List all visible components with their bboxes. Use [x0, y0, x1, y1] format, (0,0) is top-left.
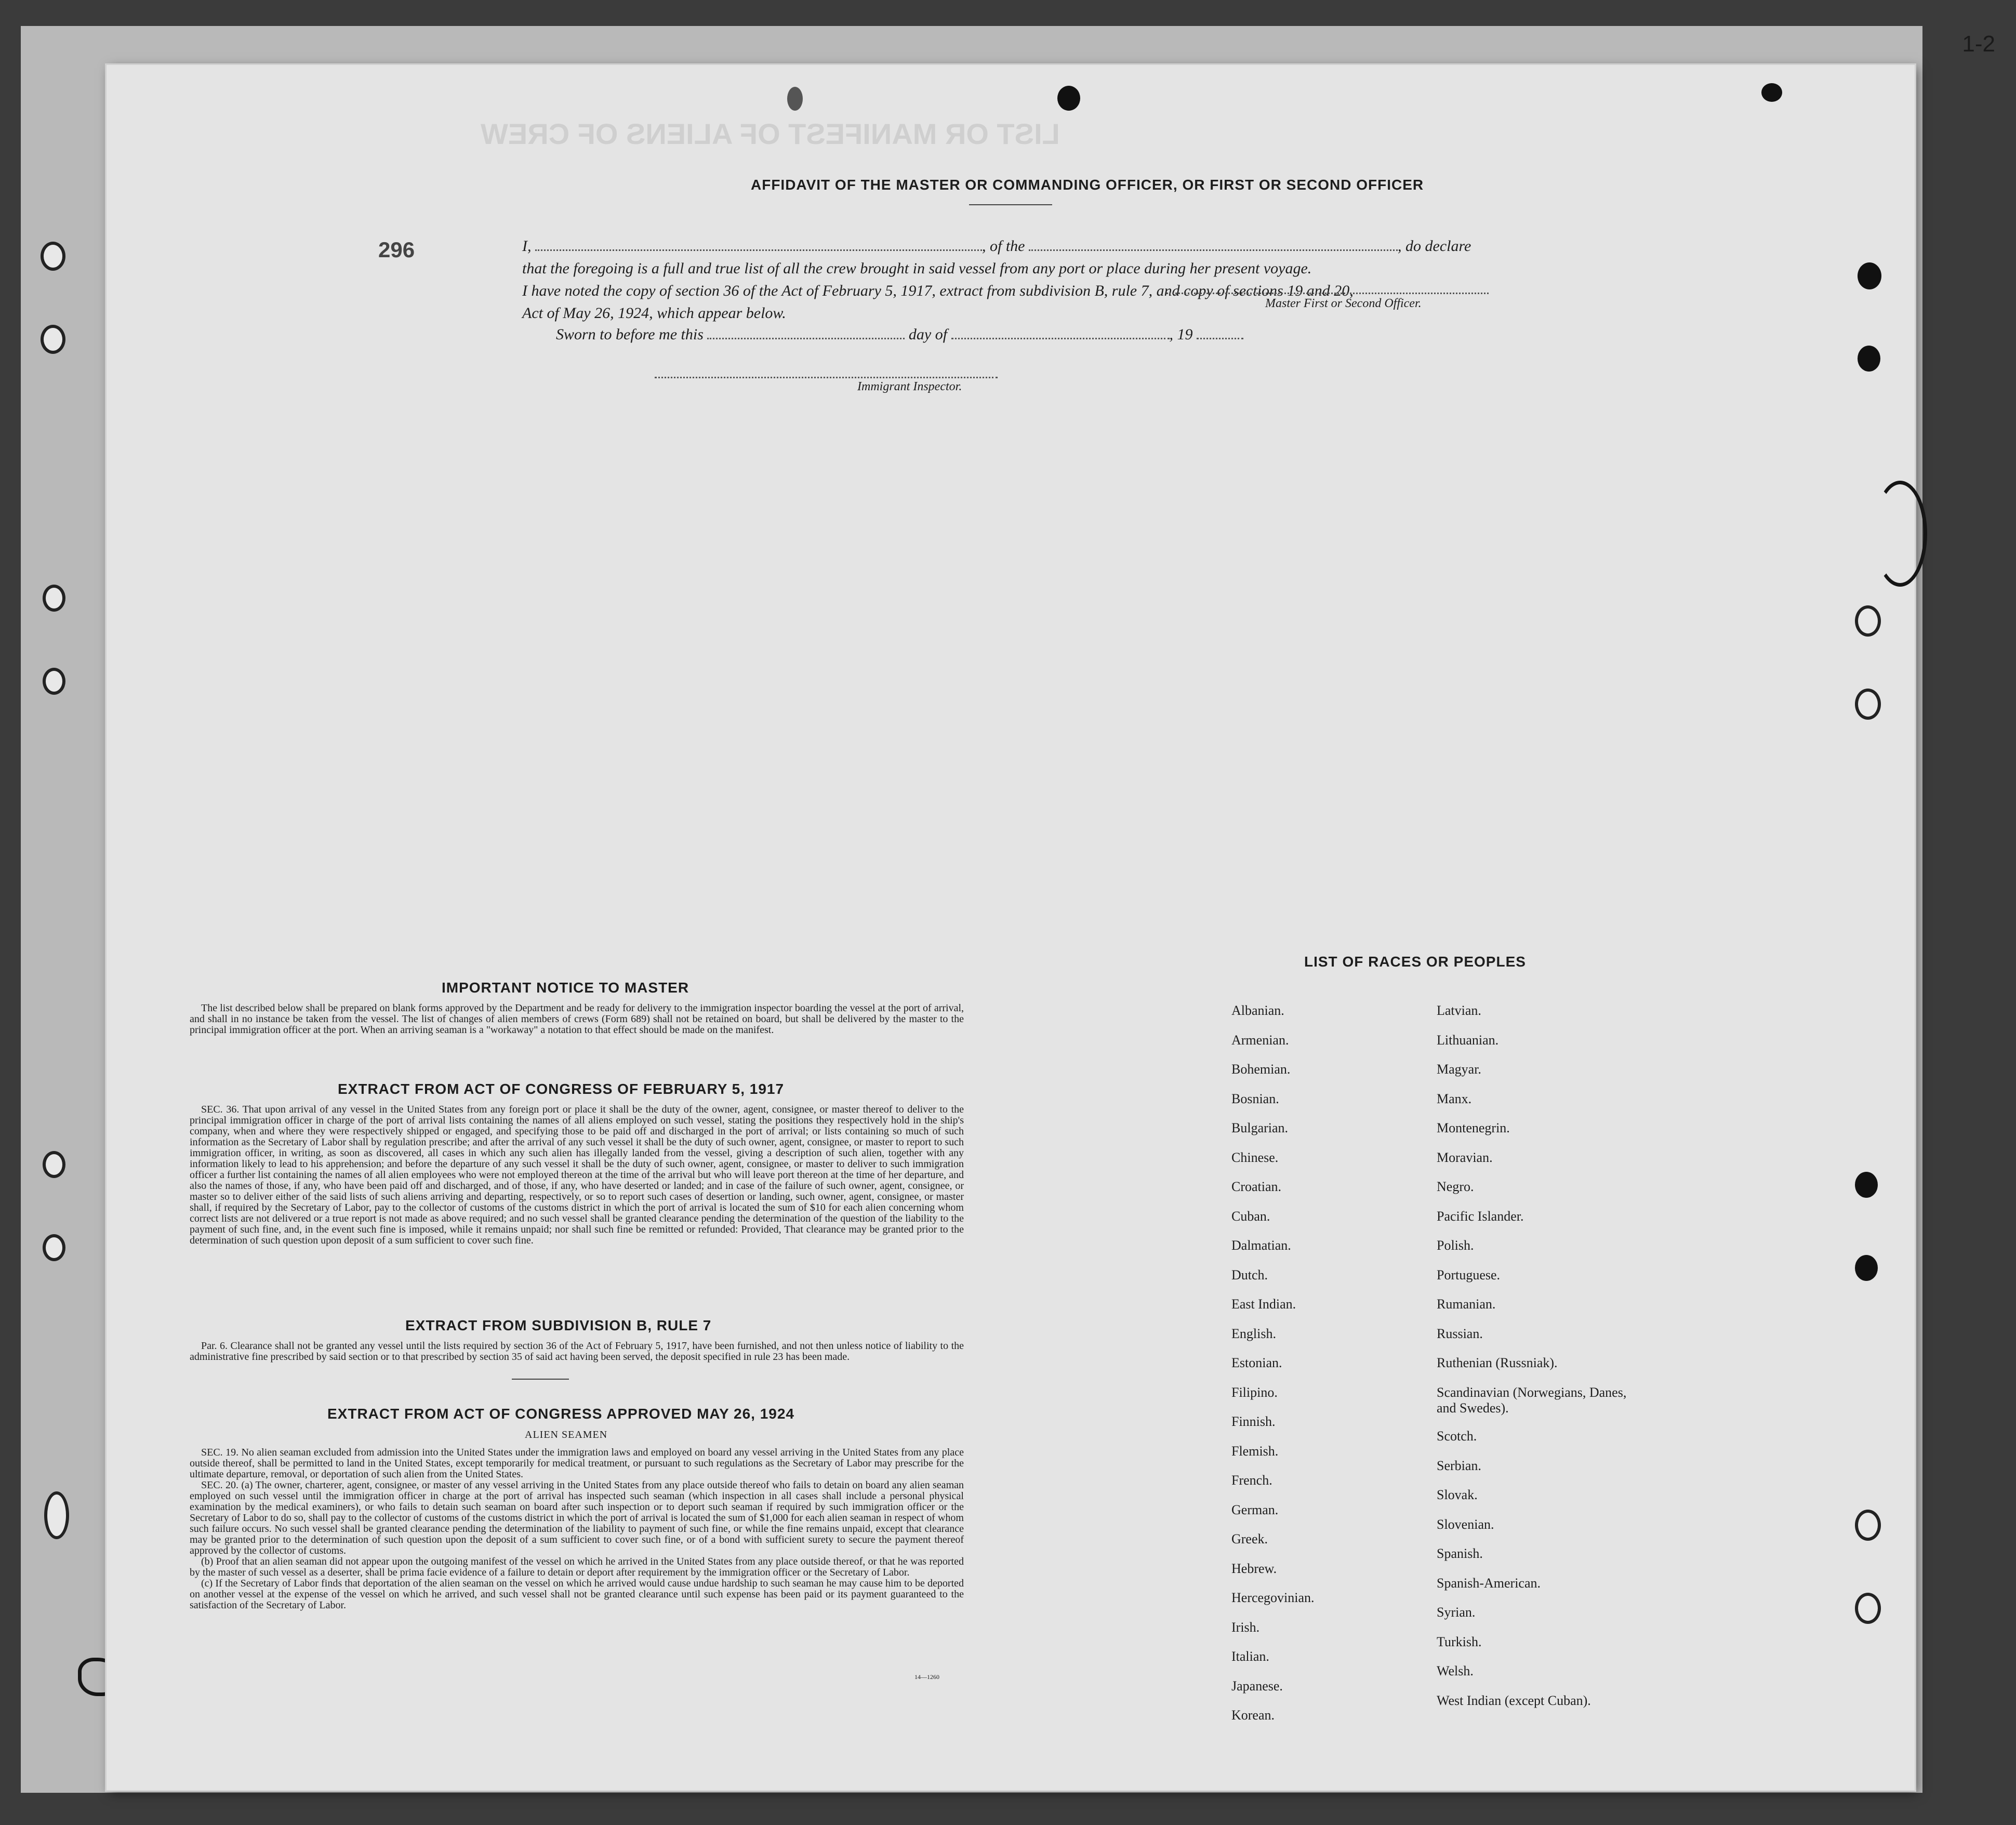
race-item: Turkish. — [1437, 1634, 1482, 1649]
form-number: 14—1260 — [914, 1673, 939, 1681]
affidavit-line-2: that the foregoing is a full and true list of all the crew brought in said vessel from any port or place during her present voyage. — [522, 260, 1312, 277]
bleed-through-heading: LIST OR MANIFEST OF ALIENS OF CREW — [481, 117, 1060, 150]
rule7-paragraph: Par. 6. Clearance shall not be granted any vessel until the lists required by section 36 of the Act of February 5, 1917, have been furnished, and not then unless notice of liability to the administrative fine prescribed by said section or to that prescribed by section 35 of said act having been served, the deposit specified in rule 23 has been made. — [190, 1340, 964, 1363]
pencil-mark — [1873, 481, 1927, 587]
notice-paragraph: The list described below shall be prepared on blank forms approved by the Department and be ready for delivery to the immigration inspector boarding the vessel at the port of arrival, and shall in no instance be taken from the vessel. The list of changes of alien members of crews (Form 689) shall not be retained on board, but shall be delivered by the master to the principal immigration officer at the port. When an arriving seaman is a "workaway" a notation to that effect should be made on the manifest. — [190, 1002, 964, 1036]
race-item: German. — [1231, 1502, 1279, 1517]
sworn-month-blank[interactable] — [951, 326, 1170, 339]
punch-hole — [1855, 689, 1881, 720]
binding-hole — [44, 1491, 69, 1539]
race-item: Manx. — [1437, 1091, 1472, 1106]
race-item: Italian. — [1231, 1649, 1269, 1664]
alien-seamen-subheading: ALIEN SEAMEN — [525, 1429, 608, 1440]
race-item: Hebrew. — [1231, 1560, 1277, 1576]
race-item: Negro. — [1437, 1179, 1474, 1194]
race-item: Estonian. — [1231, 1355, 1282, 1370]
race-item: French. — [1231, 1473, 1272, 1488]
binding-hole — [41, 242, 65, 271]
race-item: Magyar. — [1437, 1062, 1481, 1077]
race-item: Hercegovinian. — [1231, 1590, 1315, 1605]
sec36-paragraph: SEC. 36. That upon arrival of any vessel in the United States from any foreign port or place it shall be the duty of the owner, agent, consignee, or master thereof to deliver to the principal immigration officer in charge of the port of arrival lists containing the names of all aliens employed on such vessel, stating the positions they respectively hold in the ship's company, when and where they were respectively shipped or engaged, and specifying those to be paid off and discharged in the port of arrival; or lists containing so much of such information as the Secretary of Labor shall by regulation prescribe; and after the arrival of any such vessel it shall be the duty of such owner, agent, consignee, or master to report to such immigration officer, in writing, as soon as discovered, all cases in which any such alien has illegally landed from the vessel, giving a description of such alien, together with any information likely to lead to his apprehension; and before the departure of any such vessel it shall be the duty of such owner, agent, consignee, or master to deliver to such immigration officer a further list containing the names of all alien employees who were not employed thereon at the time of the arrival but who will leave port thereon at the time of her departure, and also the names of those, if any, who have been paid off and discharged, and of those, if any, who have deserted or landed; and in case of the failure of such owner, agent, consignee, or master so to deliver either of the said lists of such aliens arriving and departing, respectively, or so to report such cases of desertion or landing, such owner, agent, consignee, or master shall, if required by the Secretary of Labor, pay to the collector of customs of the customs district in which the port of arrival is located the sum of $10 for each alien concerning whom correct lists are not delivered or a true report is not made as above required; and no such vessel shall be granted clearance pending the determination of the question of the liability to the payment of such fine, and, in the event such fine is imposed, while it remains unpaid; nor shall such fine be remitted or refunded: Provided, That clearance may be granted prior to the determination of such question upon deposit of a sum sufficient to cover such fine. — [190, 1104, 964, 1246]
sworn-year-blank[interactable] — [1197, 326, 1243, 339]
race-item: Korean. — [1231, 1708, 1275, 1723]
punch-hole — [1057, 86, 1080, 111]
punch-hole — [1761, 83, 1782, 102]
extract-1917-heading: EXTRACT FROM ACT OF CONGRESS OF FEBRUARY 5, 1917 — [338, 1081, 785, 1097]
race-item: Albanian. — [1231, 1003, 1284, 1018]
race-item: Rumanian. — [1437, 1297, 1496, 1312]
sec20b-paragraph: (b) Proof that an alien seaman did not appear upon the outgoing manifest of the vessel on which he arrived in the United States from any place outside thereof, or that he was reported by the master of such vessel as a deserter, shall be prima facie evidence of a failure to detain or deport after requirement by the immigration officer or the Secretary of Labor. — [190, 1556, 964, 1578]
race-item: Bulgarian. — [1231, 1120, 1289, 1135]
rule7-rule — [512, 1379, 569, 1380]
punch-hole — [1855, 1255, 1878, 1281]
punch-hole — [1855, 1593, 1881, 1624]
race-item: Pacific Islander. — [1437, 1208, 1524, 1224]
race-item: Greek. — [1231, 1531, 1268, 1546]
inspector-signature-label: Immigrant Inspector. — [857, 380, 962, 393]
name-blank[interactable] — [535, 238, 982, 251]
vessel-blank[interactable] — [1029, 238, 1398, 251]
rule7-text — [190, 1341, 964, 1363]
master-signature-label: Master First or Second Officer. — [1265, 297, 1422, 310]
punch-hole — [1858, 346, 1880, 372]
affidavit-declare: , do declare — [1398, 237, 1471, 255]
race-item: Slovenian. — [1437, 1516, 1494, 1532]
race-item: Croatian. — [1231, 1179, 1282, 1194]
race-item: Dutch. — [1231, 1267, 1268, 1282]
race-item: Cuban. — [1231, 1208, 1270, 1224]
race-item: Finnish. — [1231, 1414, 1276, 1429]
sec20a-paragraph: SEC. 20. (a) The owner, charterer, agent, consignee, or master of any vessel arriving in the United States from any place outside thereof who fails to detain on board any alien seaman employed on such vessel until the immigration officer in charge at the port of arrival has inspected such seaman (which inspection in all cases shall include a personal physical examination by the medical examiners), or who fails to detain such seaman on board after such inspection or to deport such seaman if required by such immigration officer or the Secretary of Labor to do so, shall pay to the collector of customs of the customs district in which the port of arrival is located the sum of $1,000 for each alien seaman in respect of whom such failure occurs. No such vessel shall be granted clearance pending the determination of the liability to payment of such fine, or while the fine remains unpaid, except that clearance may be granted prior to the determination of such question upon the deposit of a sum sufficient to cover such fine, or of a bond with sufficient surety to secure the payment thereof approved by the collector of customs. — [190, 1479, 964, 1556]
race-item: Scotch. — [1437, 1429, 1477, 1444]
binding-hole — [43, 1234, 65, 1261]
sworn-line — [556, 326, 1243, 343]
punch-hole — [1855, 1510, 1881, 1541]
race-item: Chinese. — [1231, 1149, 1279, 1165]
race-item: Moravian. — [1437, 1149, 1493, 1165]
race-item: Scandinavian (Norwegians, Danes, and Swedes). — [1437, 1384, 1627, 1416]
affidavit-of-the: , of the — [982, 237, 1025, 255]
punch-hole — [1855, 1172, 1878, 1198]
race-item: Latvian. — [1437, 1003, 1481, 1018]
race-item: English. — [1231, 1326, 1276, 1341]
heading-rule — [969, 204, 1052, 205]
race-item: Slovak. — [1437, 1487, 1478, 1503]
race-item: Spanish. — [1437, 1546, 1483, 1562]
race-item: Bosnian. — [1231, 1091, 1279, 1106]
binding-hole — [43, 668, 65, 695]
inspector-signature-line[interactable] — [655, 377, 998, 378]
race-item: Irish. — [1231, 1619, 1260, 1635]
race-item: East Indian. — [1231, 1297, 1296, 1312]
corner-mark: 1-2 — [1962, 31, 1995, 57]
affidavit-line-1 — [522, 237, 1471, 255]
punch-hole — [1858, 262, 1881, 289]
race-item: Filipino. — [1231, 1384, 1278, 1400]
race-item: Syrian. — [1437, 1605, 1476, 1620]
punch-hole — [787, 87, 803, 111]
race-item: West Indian (except Cuban). — [1437, 1692, 1591, 1708]
race-item: Russian. — [1437, 1326, 1483, 1341]
sworn-day-of: day of — [908, 326, 948, 343]
race-item: Flemish. — [1231, 1443, 1279, 1459]
race-item: Spanish-American. — [1437, 1575, 1541, 1591]
sec19-paragraph: SEC. 19. No alien seaman excluded from admission into the United States under the immigration laws and employed on board any vessel arriving in the United States from any place outside thereof, shall be permitted to land in the United States, except temporarily for medical treatment, or pursuant to such regulations as the Secretary of Labor may prescribe for the ultimate departure, removal, or deportation of such alien from the United States. — [190, 1447, 964, 1480]
sworn-year-prefix: , 19 — [1169, 326, 1193, 343]
affidavit-i: I, — [522, 237, 532, 255]
sworn-day-blank[interactable] — [707, 326, 905, 339]
extract-1924-text — [190, 1447, 964, 1611]
race-item: Portuguese. — [1437, 1267, 1501, 1282]
affidavit-line-3: I have noted the copy of section 36 of the Act of February 5, 1917, extract from subdivision B, rule 7, and copy of sections 19 and 20, — [522, 282, 1354, 299]
race-item: Welsh. — [1437, 1663, 1474, 1679]
race-item: Bohemian. — [1231, 1062, 1291, 1077]
race-item: Lithuanian. — [1437, 1032, 1499, 1048]
race-item: Ruthenian (Russniak). — [1437, 1355, 1558, 1370]
punch-hole — [1855, 605, 1881, 637]
extract-1917-text — [190, 1104, 964, 1246]
binding-hole — [43, 1151, 65, 1178]
race-item: Japanese. — [1231, 1678, 1283, 1694]
sec20c-paragraph: (c) If the Secretary of Labor finds that deportation of the alien seaman on the vessel on which he arrived would cause undue hardship to such seaman he may cause him to be deported on another vessel at the expense of the vessel on which he arrived, and such vessel shall not be granted clearance until such expense has been paid or its payment guaranteed to the satisfaction of the Secretary of Labor. — [190, 1578, 964, 1611]
extract-1924-heading: EXTRACT FROM ACT OF CONGRESS APPROVED MAY 26, 1924 — [327, 1406, 794, 1422]
binding-hole — [41, 325, 65, 354]
race-item: Serbian. — [1437, 1458, 1481, 1473]
race-item: Polish. — [1437, 1238, 1474, 1253]
master-signature-line[interactable] — [1166, 293, 1489, 294]
stamp-number: 296 — [378, 237, 415, 262]
race-item: Armenian. — [1231, 1032, 1289, 1048]
document-page — [107, 65, 1915, 1790]
sworn-prefix: Sworn to before me this — [556, 326, 704, 343]
affidavit-line-4: Act of May 26, 1924, which appear below. — [522, 305, 786, 322]
notice-text — [190, 1003, 964, 1036]
race-item: Dalmatian. — [1231, 1238, 1291, 1253]
notice-heading: IMPORTANT NOTICE TO MASTER — [442, 980, 689, 996]
affidavit-heading: AFFIDAVIT OF THE MASTER OR COMMANDING OFFICER, OR FIRST OR SECOND OFFICER — [751, 177, 1424, 193]
race-item: Montenegrin. — [1437, 1120, 1510, 1135]
binding-hole — [43, 585, 65, 612]
races-heading: LIST OF RACES OR PEOPLES — [1304, 954, 1526, 970]
rule7-heading: EXTRACT FROM SUBDIVISION B, RULE 7 — [405, 1317, 712, 1333]
